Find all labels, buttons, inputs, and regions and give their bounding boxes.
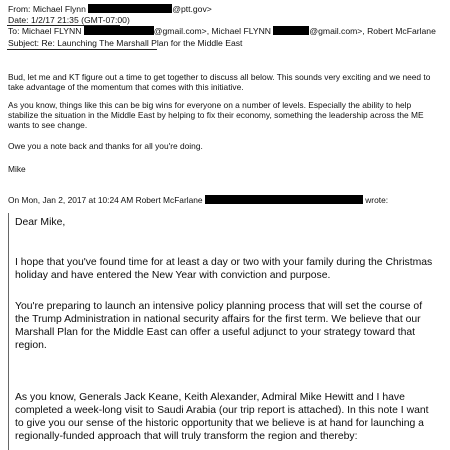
reply-paragraph-1 — [8, 72, 448, 92]
to-name-1: Michael FLYNN — [21, 26, 82, 36]
date-line — [8, 15, 130, 25]
quote-intro-text: On Mon, Jan 2, 2017 at 10:24 AM Robert McFarlane — [8, 195, 203, 205]
text-line: Bud, let me and KT figure out a time to get together to discuss all below. This sounds very exciting and we need to — [8, 72, 431, 82]
from-label: From: — [8, 4, 31, 14]
quoted-paragraph-1 — [15, 256, 432, 282]
redaction-bar — [88, 4, 172, 13]
quote-bar — [8, 213, 9, 450]
subject-label: Subject: — [8, 38, 40, 48]
from-domain: @ptt.gov> — [172, 4, 212, 14]
subject-line — [8, 38, 242, 48]
to-label: To: — [8, 26, 20, 36]
from-name: Michael Flynn — [32, 4, 86, 14]
date-label: Date: — [8, 15, 29, 25]
reply-signoff — [8, 164, 448, 174]
text-line: Owe you a note back and thanks for all you're doing. — [8, 141, 203, 151]
redaction-bar — [84, 26, 154, 35]
text-line: You're preparing to launch an intensive policy planning process that will set the course of — [15, 301, 423, 312]
text-line: I hope that you've found time for at least a day or two with your family during the Christmas — [15, 257, 433, 268]
text-line: wants to see change. — [8, 120, 88, 131]
text-line: to give you our sense of the historic opportunity that we believe is at hand for launching a — [15, 418, 424, 429]
text-line: As you know, Generals Jack Keane, Keith Alexander, Admiral Mike Hewitt and I have — [15, 392, 405, 403]
header-underline — [7, 49, 157, 50]
text-line: take advantage of the momentum that comes with this initiative. — [8, 82, 244, 93]
to-line — [8, 26, 436, 36]
reply-paragraph-3 — [8, 141, 448, 151]
from-line — [8, 4, 212, 14]
text-line: the Trump Administration in national security affairs for the first term. We believe that our — [15, 314, 421, 325]
text-line: holiday and have entered the New Year with conviction and purpose. — [15, 270, 331, 281]
quoted-paragraph-2 — [15, 300, 422, 352]
signoff-text: Mike — [8, 164, 26, 174]
text-line: region. — [15, 340, 47, 351]
greeting-text: Dear Mike, — [15, 217, 66, 228]
redaction-bar — [273, 26, 309, 35]
to-email-2-suffix: @gmail.com>, Robert McFarlane — [309, 26, 436, 36]
text-line: Marshall Plan for the Middle East can offer a useful adjunct to your strategy toward that — [15, 327, 416, 338]
text-line: regionally-funded approach that will truly transform the region and thereby: — [15, 431, 358, 442]
redaction-bar — [205, 195, 363, 204]
text-line: completed a week-long visit to Saudi Arabia (our trip report is attached). In this note I want — [15, 405, 429, 416]
text-line: stabilize the situation in the Middle East by helping to fix their economy, something the leadership across the ME — [8, 110, 424, 121]
reply-paragraph-2 — [8, 100, 448, 131]
date-value: 1/2/17 21:35 (GMT-07:00) — [30, 15, 130, 25]
quote-intro — [8, 195, 448, 205]
quote-intro-suffix: wrote: — [365, 195, 389, 205]
header-underline — [7, 25, 120, 26]
text-line: As you know, things like this can be big wins for everyone on a number of levels. Especially the ability to help — [8, 100, 412, 110]
to-email-1-suffix: @gmail.com>, Michael FLYNN — [153, 26, 272, 36]
quoted-paragraph-3 — [15, 391, 429, 443]
quoted-greeting — [15, 216, 65, 229]
subject-value: Re: Launching The Marshall Plan for the Middle East — [41, 38, 243, 48]
